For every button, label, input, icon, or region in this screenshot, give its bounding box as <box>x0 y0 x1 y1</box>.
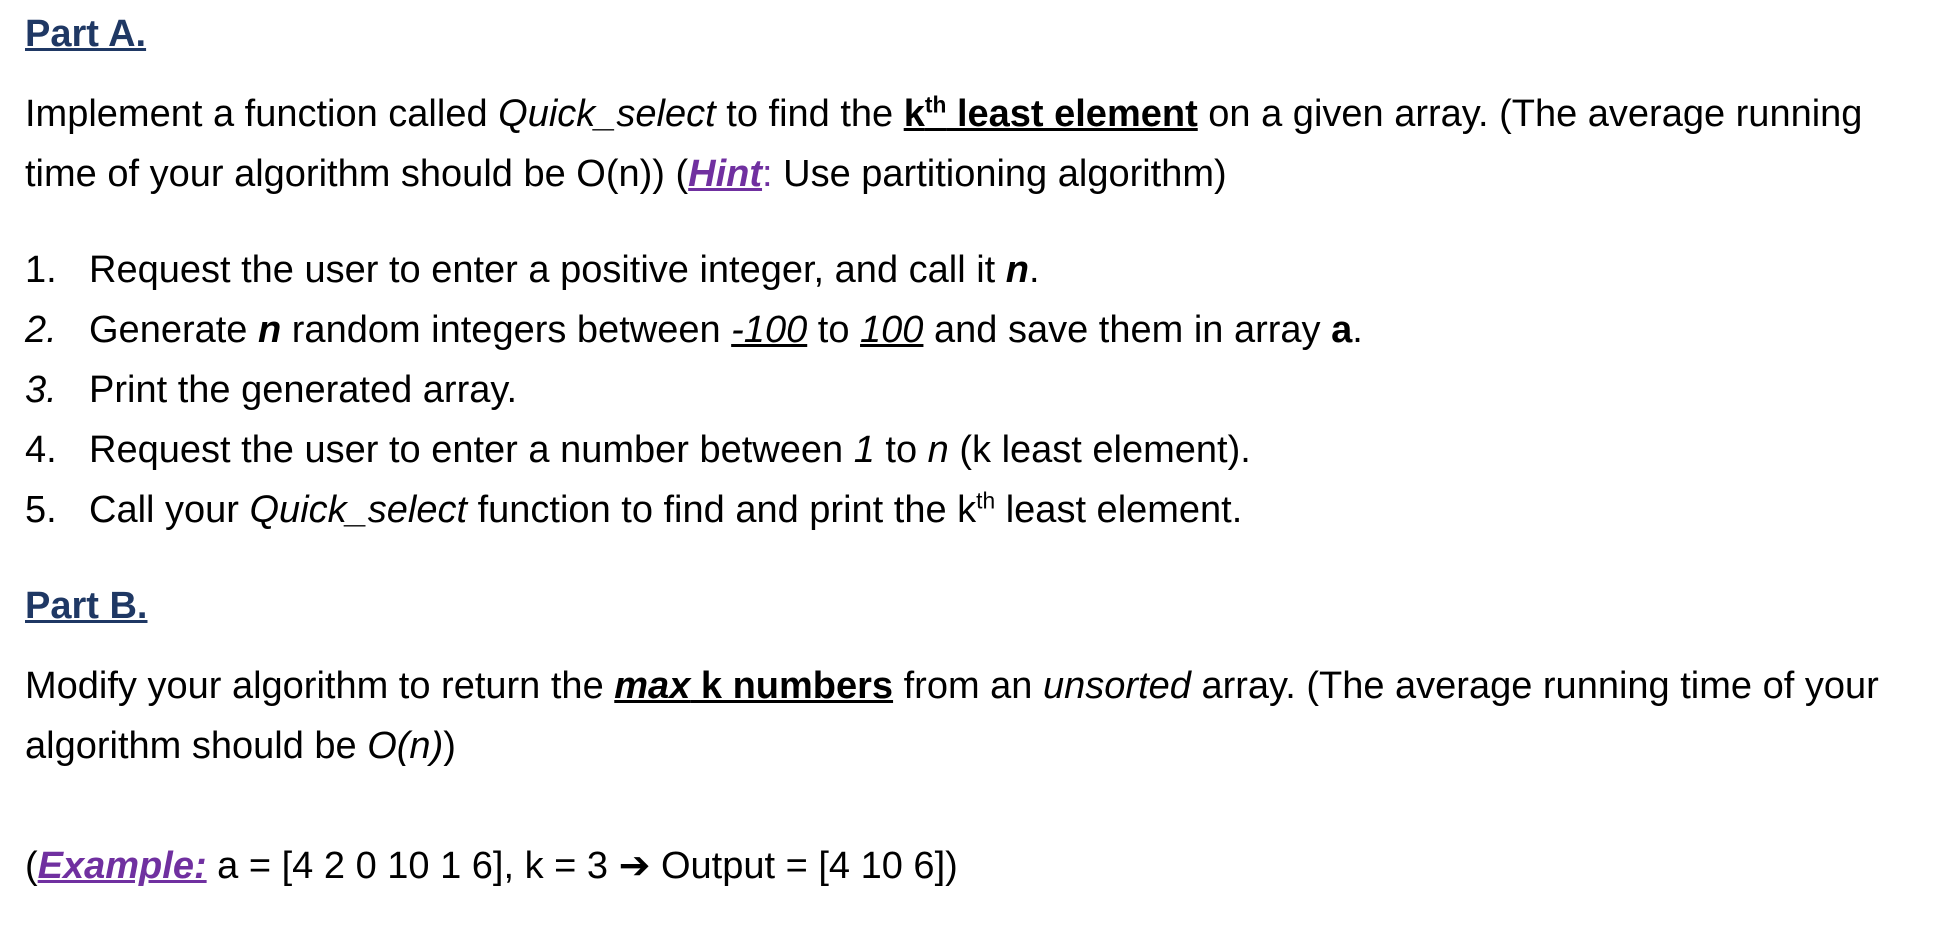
k-letter: k <box>903 93 925 135</box>
text-span: to <box>807 309 861 351</box>
range-low: -100 <box>731 309 808 351</box>
text-span: Implement a function called <box>25 93 499 135</box>
variable-n: n <box>927 429 949 471</box>
example-label: Example: <box>37 845 207 887</box>
part-a-heading: Part A. <box>25 13 147 55</box>
text-span: and save them in array <box>923 309 1332 351</box>
variable-n: n <box>258 309 282 351</box>
list-number: 1. <box>25 249 57 291</box>
part-b-heading: Part B. <box>25 585 148 627</box>
hint-colon: : <box>762 153 773 195</box>
text-span: ( <box>25 845 38 887</box>
part-a-intro <box>25 84 1925 204</box>
number-one: 1 <box>853 429 875 471</box>
k-numbers-text: k numbers <box>690 665 894 707</box>
complexity-text: O(n) <box>367 725 444 767</box>
example-input: a = [4 2 0 10 1 6], k = 3 <box>206 845 619 887</box>
unsorted-word: unsorted <box>1043 665 1191 707</box>
text-span: Request the user to enter a positive integer, and call it <box>89 249 1006 291</box>
text-span: Use partitioning algorithm) <box>772 153 1227 195</box>
text-span: least element. <box>995 489 1243 531</box>
text-span: function to find and print the k <box>467 489 977 531</box>
text-span: to <box>874 429 928 471</box>
list-item <box>25 240 1363 300</box>
part-b-intro <box>25 656 1925 776</box>
example-output: Output = [4 10 6]) <box>650 845 958 887</box>
kth-least-element <box>904 93 1198 135</box>
text-span: Modify your algorithm to return the <box>25 665 615 707</box>
th-superscript: th <box>924 91 947 118</box>
list-number: 3. <box>25 369 57 411</box>
least-element-text: least element <box>946 93 1198 135</box>
text-span: Generate <box>89 309 258 351</box>
text-span: array. (The average running time of your algorithm should be <box>25 665 1879 767</box>
text-span: Request the user to enter a number between <box>89 429 854 471</box>
function-name: Quick_select <box>498 93 716 135</box>
arrow-right-icon: ➔ <box>618 845 651 887</box>
range-high: 100 <box>860 309 924 351</box>
example-line <box>25 836 958 896</box>
text-span: ) <box>443 725 456 767</box>
list-item <box>25 420 1363 480</box>
text-span: on a given array. (The average running time of your algorithm should be O(n)) ( <box>25 93 1863 195</box>
list-number: 4. <box>25 429 57 471</box>
list-item <box>25 300 1363 360</box>
list-item <box>25 360 1363 420</box>
text-span: . <box>1029 249 1040 291</box>
variable-n: n <box>1005 249 1029 291</box>
function-name: Quick_select <box>249 489 468 531</box>
text-span: Call your <box>89 489 250 531</box>
list-number: 5. <box>25 489 57 531</box>
steps-list <box>25 240 1363 540</box>
text-span: random integers between <box>281 309 732 351</box>
text-span: to find the <box>715 93 904 135</box>
th-superscript: th <box>976 487 996 514</box>
hint-label: Hint <box>688 153 763 195</box>
list-item <box>25 480 1363 540</box>
text-span: (k least element). <box>948 429 1251 471</box>
list-number: 2. <box>25 309 57 351</box>
text-span: Print the generated array. <box>89 369 518 411</box>
text-span: from an <box>893 665 1044 707</box>
max-word: max <box>614 665 691 707</box>
array-name: a <box>1331 309 1353 351</box>
text-span: . <box>1352 309 1363 351</box>
